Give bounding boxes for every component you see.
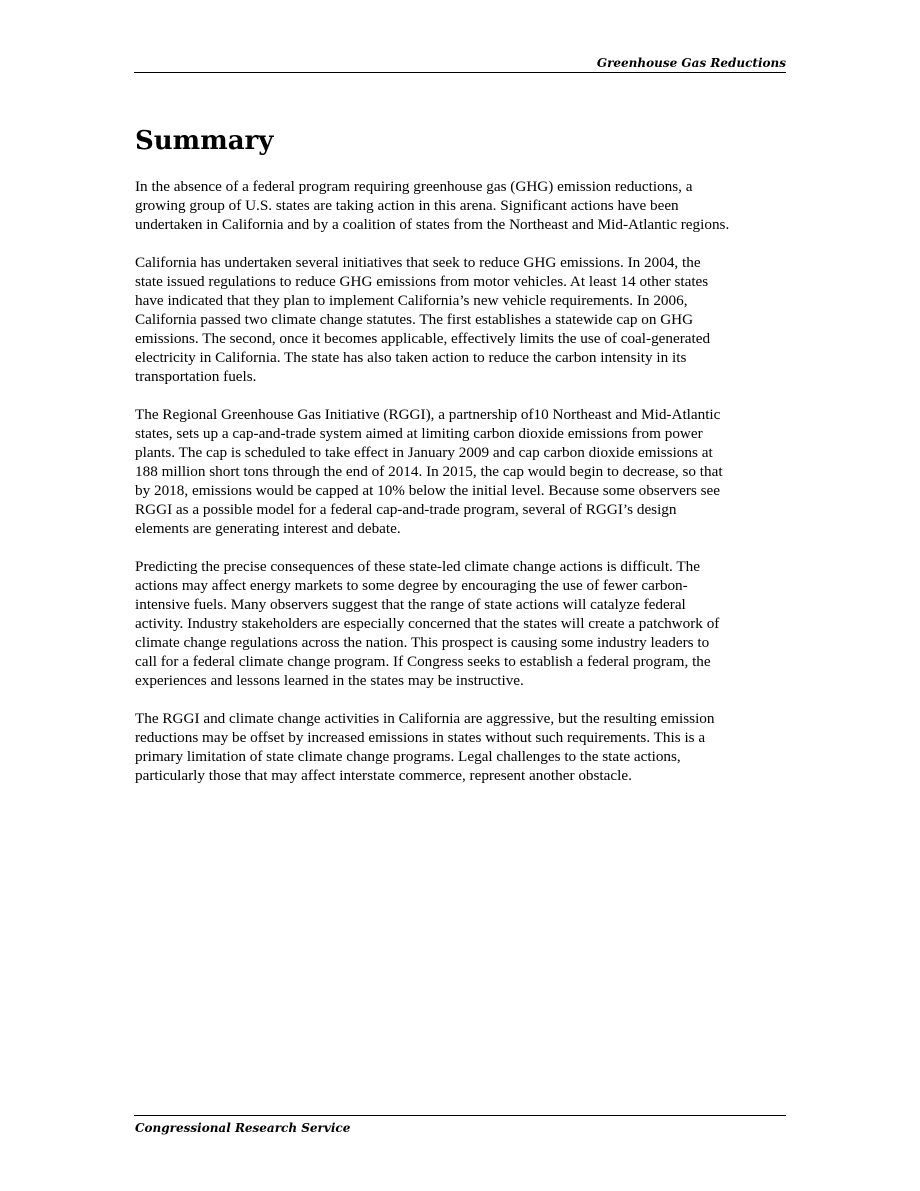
text-line: California passed two climate change statutes. The first establishes a statewide cap on GHG: [135, 311, 694, 328]
footer-organization: Congressional Research Service: [135, 1121, 351, 1135]
text-line: experiences and lessons learned in the states may be instructive.: [135, 672, 524, 689]
text-line: transportation fuels.: [135, 368, 257, 385]
text-line: climate change regulations across the nation. This prospect is causing some industry leaders to: [135, 634, 710, 651]
text-line: The Regional Greenhouse Gas Initiative (RGGI), a partnership of10 Northeast and Mid-Atlantic: [135, 406, 721, 423]
paragraph-consequences: [135, 557, 795, 690]
summary-body: [135, 177, 795, 804]
text-line: growing group of U.S. states are taking action in this arena. Significant actions have been: [135, 197, 679, 214]
text-line: undertaken in California and by a coalition of states from the Northeast and Mid-Atlantic regions.: [135, 216, 730, 233]
text-line: plants. The cap is scheduled to take effect in January 2009 and cap carbon dioxide emissions at: [135, 444, 713, 461]
text-line: electricity in California. The state has also taken action to reduce the carbon intensity in its: [135, 349, 687, 366]
text-line: In the absence of a federal program requiring greenhouse gas (GHG) emission reductions, a: [135, 178, 693, 195]
paragraph-rggi: [135, 405, 795, 538]
running-header: [134, 56, 786, 73]
text-line: primary limitation of state climate change programs. Legal challenges to the state actions,: [135, 748, 681, 765]
text-line: 188 million short tons through the end of 2014. In 2015, the cap would begin to decrease, so that: [135, 463, 723, 480]
text-line: Predicting the precise consequences of these state-led climate change actions is difficult. The: [135, 558, 700, 575]
text-line: California has undertaken several initiatives that seek to reduce GHG emissions. In 2004, the: [135, 254, 701, 271]
text-line: intensive fuels. Many observers suggest that the range of state actions will catalyze federal: [135, 596, 686, 613]
text-line: activity. Industry stakeholders are especially concerned that the states will create a patchwork of: [135, 615, 720, 632]
paragraph-california: [135, 253, 795, 386]
text-line: elements are generating interest and debate.: [135, 520, 401, 537]
text-line: have indicated that they plan to implement California’s new vehicle requirements. In 2006,: [135, 292, 688, 309]
text-line: emissions. The second, once it becomes applicable, effectively limits the use of coal-generated: [135, 330, 711, 347]
text-line: particularly those that may affect interstate commerce, represent another obstacle.: [135, 767, 632, 784]
text-line: call for a federal climate change program. If Congress seeks to establish a federal program, the: [135, 653, 711, 670]
text-line: by 2018, emissions would be capped at 10% below the initial level. Because some observers see: [135, 482, 720, 499]
running-footer: [134, 1115, 786, 1135]
paragraph-limitations: [135, 709, 795, 785]
paragraph-intro: [135, 177, 795, 234]
text-line: The RGGI and climate change activities in California are aggressive, but the resulting emission: [135, 710, 715, 727]
text-line: RGGI as a possible model for a federal cap-and-trade program, several of RGGI’s design: [135, 501, 677, 518]
running-header-title: Greenhouse Gas Reductions: [596, 56, 786, 70]
text-line: actions may affect energy markets to some degree by encouraging the use of fewer carbon-: [135, 577, 688, 594]
text-line: states, sets up a cap-and-trade system aimed at limiting carbon dioxide emissions from power: [135, 425, 703, 442]
text-line: state issued regulations to reduce GHG emissions from motor vehicles. At least 14 other states: [135, 273, 709, 290]
page-title: Summary: [135, 126, 274, 156]
text-line: reductions may be offset by increased emissions in states without such requirements. This is a: [135, 729, 706, 746]
